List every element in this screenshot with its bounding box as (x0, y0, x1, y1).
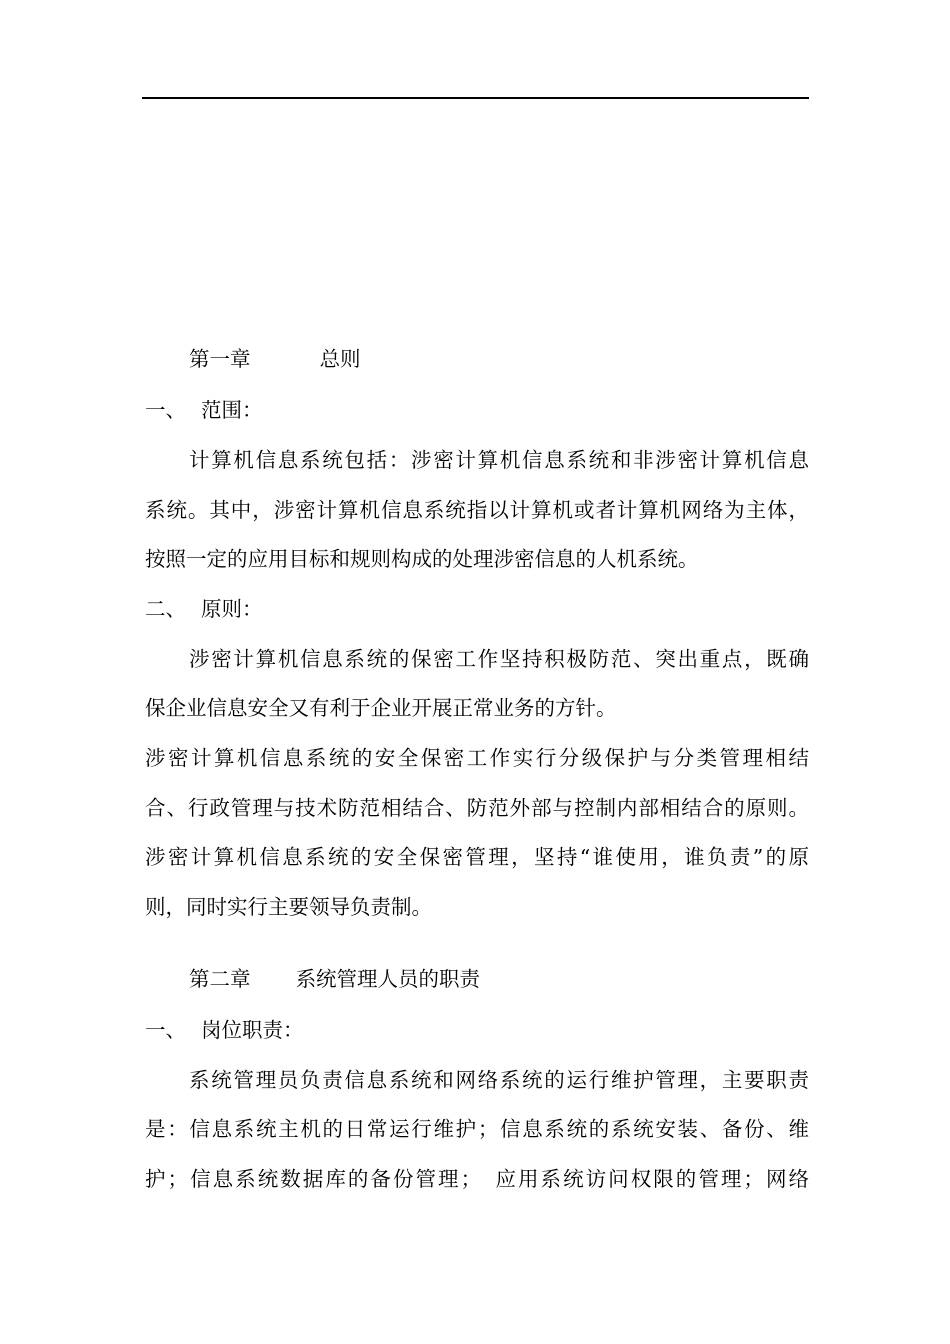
paragraph-line: 计算机信息系统包括：涉密计算机信息系统和非涉密计算机信息 (189, 448, 809, 472)
section-number: 一、 (145, 398, 186, 422)
chapter-1-section-1-heading (145, 396, 263, 424)
chapter-2-title: 系统管理人员的职责 (295, 967, 481, 991)
paragraph-line: 按照一定的应用目标和规则构成的处理涉密信息的人机系统。 (145, 547, 699, 571)
paragraph-line: 涉密计算机信息系统的安全保密管理，坚持“谁使用，谁负责”的原 (145, 845, 809, 869)
paragraph-line: 涉密计算机信息系统的保密工作坚持积极防范、突出重点，既确 (189, 647, 809, 671)
chapter-1-section-2-heading (145, 595, 263, 623)
section-number: 二、 (145, 597, 186, 621)
section-title: 范围： (201, 398, 263, 422)
chapter-1-number: 第一章 (189, 347, 251, 371)
header-rule (142, 97, 809, 99)
chapter-1-title: 总则 (319, 347, 361, 371)
paragraph-line: 则，同时实行主要领导负责制。 (145, 895, 432, 919)
paragraph-line: 保企业信息安全又有利于企业开展正常业务的方针。 (145, 696, 617, 720)
paragraph-line: 涉密计算机信息系统的安全保密工作实行分级保护与分类管理相结 (145, 746, 809, 770)
chapter-2-number: 第二章 (189, 967, 251, 991)
section-title: 岗位职责： (201, 1018, 304, 1042)
section-number: 一、 (145, 1018, 186, 1042)
paragraph-line: 是：信息系统主机的日常运行维护；信息系统的系统安装、备份、维 (145, 1117, 809, 1141)
paragraph-line: 系统。其中，涉密计算机信息系统指以计算机或者计算机网络为主体， (145, 498, 809, 522)
paragraph-line: 护；信息系统数据库的备份管理； 应用系统访问权限的管理；网络 (145, 1167, 809, 1191)
paragraph-line: 系统管理员负责信息系统和网络系统的运行维护管理，主要职责 (189, 1068, 809, 1092)
section-title: 原则： (201, 597, 263, 621)
chapter-2-section-1-heading (145, 1016, 304, 1044)
chapter-2-heading (189, 965, 480, 993)
paragraph-line: 合、行政管理与技术防范相结合、防范外部与控制内部相结合的原则。 (145, 796, 809, 820)
chapter-1-heading (189, 345, 361, 373)
